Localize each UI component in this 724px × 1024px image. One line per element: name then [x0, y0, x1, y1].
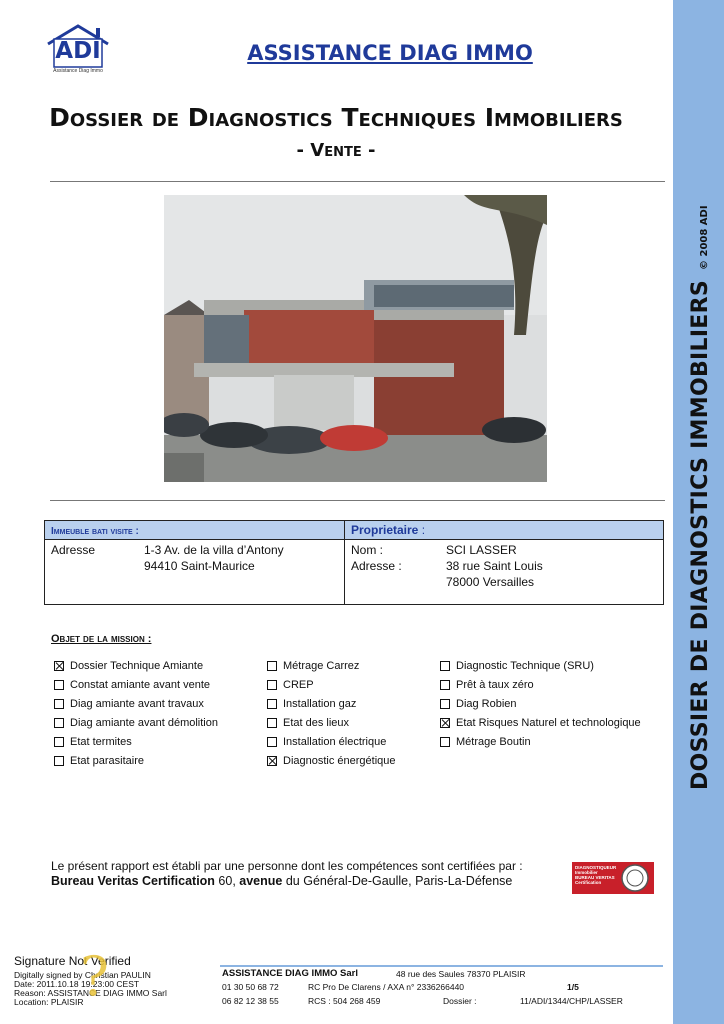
footer-dossier-ref: 11/ADI/1344/CHP/LASSER	[520, 996, 623, 1006]
footer-phone-2: 06 82 12 38 55	[222, 996, 279, 1006]
building-photo	[164, 195, 547, 482]
property-info-table	[44, 520, 664, 605]
checkbox-checked-icon[interactable]	[54, 661, 64, 671]
bureau-veritas-seal-icon	[620, 863, 650, 893]
mission-item-label: Constat amiante avant vente	[70, 679, 211, 691]
checkbox-empty-icon[interactable]	[267, 737, 277, 747]
footer-address: 48 rue des Saules 78370 PLAISIR	[396, 969, 526, 979]
mission-item	[267, 697, 356, 711]
company-logo	[44, 22, 112, 76]
mission-item-label: Etat termites	[70, 736, 132, 748]
mission-item-label: Installation gaz	[283, 698, 357, 710]
footer-dossier-label: Dossier :	[443, 996, 477, 1006]
checkbox-empty-icon[interactable]	[267, 680, 277, 690]
mission-item	[54, 716, 218, 730]
building-address-cell	[45, 540, 345, 605]
mission-item	[267, 754, 396, 768]
owner-name-label: Nom :	[351, 543, 384, 557]
mission-item-label: CREP	[283, 679, 314, 691]
badge-line-3: BUREAU VERITAS	[575, 875, 615, 880]
mission-item-label: Prêt à taux zéro	[456, 679, 534, 691]
divider-bottom	[50, 500, 665, 501]
bureau-veritas-badge	[572, 862, 654, 894]
mission-item-label: Métrage Boutin	[456, 736, 531, 748]
signature-status: Signature Not Verified	[14, 954, 131, 968]
mission-title: Objet de la mission :	[51, 633, 152, 645]
owner-header: Proprietaire	[351, 523, 419, 537]
mission-item	[440, 735, 531, 749]
checkbox-empty-icon[interactable]	[54, 756, 64, 766]
divider-top	[50, 181, 665, 182]
footer-company: ASSISTANCE DIAG IMMO Sarl	[222, 968, 359, 979]
mission-item	[440, 716, 641, 730]
owner-header-cell	[345, 521, 664, 540]
checkbox-empty-icon[interactable]	[267, 661, 277, 671]
building-header-cell	[45, 521, 345, 540]
building-address-label: Adresse	[51, 543, 96, 557]
checkbox-checked-icon[interactable]	[440, 718, 450, 728]
signature-date: Date: 2011.10.18 19:23:00 CEST	[14, 979, 140, 989]
sidebar-copyright: © 2008 ADI	[699, 205, 710, 270]
sidebar-main-title: DOSSIER DE DIAGNOSTICS IMMOBILIERS	[688, 279, 713, 790]
checkbox-empty-icon[interactable]	[440, 680, 450, 690]
checkbox-empty-icon[interactable]	[54, 718, 64, 728]
footer-rcs: RCS : 504 268 459	[308, 996, 381, 1006]
checkbox-checked-icon[interactable]	[267, 756, 277, 766]
document-title: Dossier de Diagnostics Techniques Immobiliers	[49, 103, 623, 132]
owner-details-cell	[345, 540, 664, 605]
checkbox-empty-icon[interactable]	[54, 680, 64, 690]
footer-rc: RC Pro De Clarens / AXA n° 2336266440	[308, 982, 465, 992]
owner-address-line1: 38 rue Saint Louis	[446, 559, 543, 573]
building-address-line2: 94410 Saint-Maurice	[144, 559, 255, 573]
mission-item-label: Métrage Carrez	[283, 660, 360, 672]
checkbox-empty-icon[interactable]	[440, 737, 450, 747]
mission-item-label: Diag Robien	[456, 698, 517, 710]
mission-item	[54, 659, 203, 673]
mission-item-label: Etat Risques Naturel et technologique	[456, 717, 641, 729]
certification-org-name: Bureau Veritas Certification	[51, 874, 215, 888]
mission-item-label: Diagnostic énergétique	[283, 755, 396, 767]
checkbox-empty-icon[interactable]	[54, 737, 64, 747]
certification-addr-num: 60,	[214, 874, 240, 888]
mission-item-label: Diag amiante avant travaux	[70, 698, 204, 710]
signature-reason: Reason: ASSISTANCE DIAG IMMO Sarl	[14, 988, 167, 998]
logo-letters: ADI	[55, 38, 101, 64]
mission-item	[267, 716, 349, 730]
mission-item	[267, 735, 386, 749]
mission-item	[54, 697, 204, 711]
checkbox-empty-icon[interactable]	[54, 699, 64, 709]
signature-signer: Digitally signed by Christian PAULIN	[14, 970, 151, 980]
checkbox-empty-icon[interactable]	[267, 718, 277, 728]
footer-phone-1: 01 30 50 68 72	[222, 982, 279, 992]
certification-organization	[51, 874, 512, 888]
badge-line-1: DIAGNOSTIQUEUR	[575, 865, 617, 870]
owner-name-value: SCI LASSER	[446, 543, 517, 557]
mission-item	[267, 678, 314, 692]
signature-question-icon: ?	[80, 945, 109, 1008]
mission-item-label: Dossier Technique Amiante	[70, 660, 204, 672]
footer-page-number: 1/5	[567, 982, 579, 992]
mission-item	[54, 678, 210, 692]
signature-location: Location: PLAISIR	[14, 997, 84, 1007]
mission-item-label: Diag amiante avant démolition	[70, 717, 218, 729]
footer-divider	[220, 965, 663, 967]
mission-item	[267, 659, 359, 673]
checkbox-empty-icon[interactable]	[440, 661, 450, 671]
mission-item	[440, 697, 517, 711]
checkbox-empty-icon[interactable]	[267, 699, 277, 709]
mission-item-label: Diagnostic Technique (SRU)	[456, 660, 594, 672]
certification-addr-rest: du Général-De-Gaulle, Paris-La-Défense	[282, 874, 513, 888]
logo-caption: Assistance Diag Immo	[53, 68, 103, 74]
owner-address-line2: 78000 Versailles	[446, 575, 535, 589]
certification-addr-avenue: avenue	[239, 874, 283, 888]
badge-line-2: Immobilier	[575, 870, 598, 875]
mission-item	[440, 659, 594, 673]
badge-line-4: Certification	[575, 880, 602, 885]
mission-item	[54, 754, 144, 768]
mission-item-label: Installation électrique	[283, 736, 387, 748]
mission-item	[440, 678, 534, 692]
mission-item	[54, 735, 132, 749]
mission-item-label: Etat des lieux	[283, 717, 350, 729]
document-subtitle: - Vente -	[296, 140, 376, 161]
building-address-line1: 1-3 Av. de la villa d’Antony	[144, 543, 284, 557]
owner-header-suffix: :	[418, 523, 426, 537]
checkbox-empty-icon[interactable]	[440, 699, 450, 709]
company-title: ASSISTANCE DIAG IMMO	[247, 41, 533, 65]
certification-statement: Le présent rapport est établi par une personne dont les compétences sont certifiées par :	[51, 859, 523, 873]
mission-item-label: Etat parasitaire	[70, 755, 144, 767]
sidebar-title	[688, 205, 713, 790]
building-header: Immeuble bati visite :	[51, 526, 139, 537]
owner-address-label: Adresse :	[351, 559, 402, 573]
